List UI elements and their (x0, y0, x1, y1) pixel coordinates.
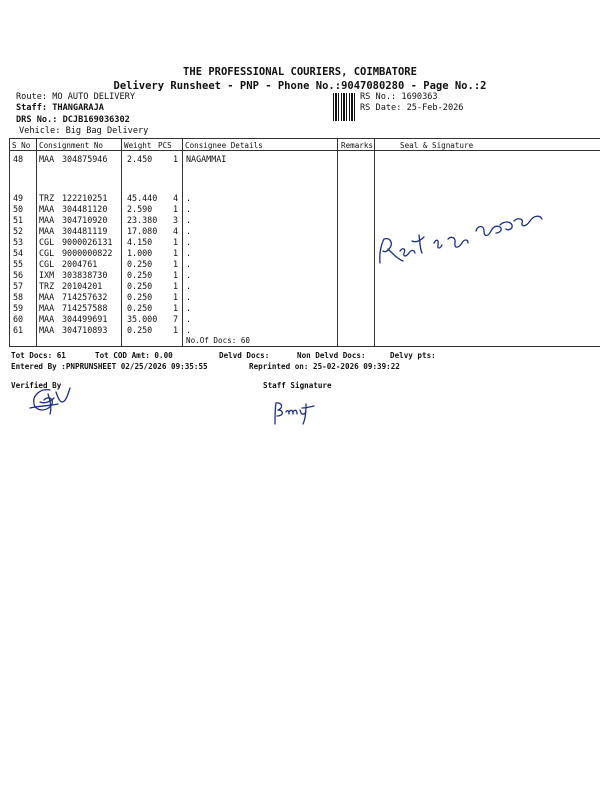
row-consignee: . (186, 303, 192, 313)
row-sno: 51 (13, 215, 24, 225)
row-prefix: CGL (39, 248, 55, 258)
row-consignment: 9000026131 (62, 237, 113, 247)
runsheet-title: Delivery Runsheet - PNP - Phone No.:9047080280 - Page No.:2 (113, 80, 487, 92)
col-divider (121, 138, 122, 346)
header-seal-signature: Seal & Signature (400, 141, 474, 150)
row-sno: 52 (13, 226, 24, 236)
row-consignee: . (186, 259, 192, 269)
row-prefix: CGL (39, 259, 55, 269)
row-pcs: 1 (173, 237, 179, 247)
row-consignment: 303838730 (62, 270, 108, 280)
vehicle-info: Vehicle: Big Bag Delivery (19, 126, 149, 136)
row-pcs: 1 (173, 154, 179, 164)
row-consignment: 20104201 (62, 281, 103, 291)
row-weight: 0.250 (127, 325, 153, 335)
row-sno: 58 (13, 292, 24, 302)
row-sno: 55 (13, 259, 24, 269)
entered-by: Entered By :PNPRUNSHEET 02/25/2026 09:35:55 (11, 362, 208, 371)
row-consignment: 714257588 (62, 303, 108, 313)
row-consignee: . (186, 281, 192, 291)
delivered-docs: Delvd Docs: (219, 351, 270, 360)
verifier-signature (26, 384, 76, 418)
table-bottom-border (9, 346, 600, 347)
staff-info: Staff: THANGARAJA (16, 103, 104, 113)
col-divider (182, 138, 183, 346)
row-sno: 49 (13, 193, 24, 203)
col-divider (374, 138, 375, 346)
row-pcs: 1 (173, 248, 179, 258)
row-pcs: 1 (173, 325, 179, 335)
row-weight: 0.250 (127, 292, 153, 302)
col-divider (9, 138, 10, 346)
row-prefix: MAA (39, 303, 55, 313)
table-top-border (9, 138, 600, 139)
col-divider (337, 138, 338, 346)
row-pcs: 1 (173, 259, 179, 269)
row-prefix: CGL (39, 237, 55, 247)
company-name: THE PROFESSIONAL COURIERS, COIMBATORE (183, 66, 417, 78)
row-sno: 56 (13, 270, 24, 280)
row-weight: 0.250 (127, 259, 153, 269)
row-prefix: MAA (39, 314, 55, 324)
tot-cod-amount: Tot COD Amt: 0.00 (95, 351, 173, 360)
row-pcs: 1 (173, 281, 179, 291)
row-prefix: MAA (39, 154, 55, 164)
row-weight: 1.000 (127, 248, 153, 258)
row-consignee: . (186, 292, 192, 302)
row-weight: 4.150 (127, 237, 153, 247)
row-weight: 0.250 (127, 281, 153, 291)
row-consignee: . (186, 314, 192, 324)
header-weight: Weight (124, 141, 152, 150)
route-info: Route: MO AUTO DELIVERY (16, 92, 135, 102)
row-sno: 59 (13, 303, 24, 313)
row-sno: 61 (13, 325, 24, 335)
row-consignee: . (186, 204, 192, 214)
header-remarks: Remarks (341, 141, 374, 150)
row-consignee: . (186, 193, 192, 203)
row-prefix: TRZ (39, 193, 55, 203)
non-delivered-docs: Non Delvd Docs: (297, 351, 366, 360)
header-sno: S No (12, 141, 31, 150)
row-weight: 2.450 (127, 154, 153, 164)
row-weight: 0.250 (127, 303, 153, 313)
verified-by-label: Verified By (11, 381, 62, 390)
row-pcs: 1 (173, 270, 179, 280)
row-prefix: MAA (39, 215, 55, 225)
row-prefix: TRZ (39, 281, 55, 291)
row-consignment: 9000000822 (62, 248, 113, 258)
row-sno: 50 (13, 204, 24, 214)
rs-date: RS Date: 25-Feb-2026 (360, 103, 464, 113)
reprinted-on: Reprinted on: 25-02-2026 09:39:22 (249, 362, 400, 371)
row-weight: 45.440 (127, 193, 158, 203)
no-of-docs: No.Of Docs: 60 (186, 336, 251, 345)
row-consignment: 304481119 (62, 226, 108, 236)
receiver-signature (376, 203, 562, 273)
row-weight: 2.590 (127, 204, 153, 214)
row-prefix: MAA (39, 292, 55, 302)
row-sno: 48 (13, 154, 24, 164)
row-consignment: 304710920 (62, 215, 108, 225)
row-consignee: . (186, 248, 192, 258)
row-pcs: 3 (173, 215, 179, 225)
row-consignee: . (186, 226, 192, 236)
row-weight: 17.080 (127, 226, 158, 236)
tot-docs: Tot Docs: 61 (11, 351, 66, 360)
row-consignment: 714257632 (62, 292, 108, 302)
col-divider (36, 138, 37, 346)
row-sno: 53 (13, 237, 24, 247)
delivery-points: Delvy pts: (390, 351, 436, 360)
row-prefix: IXM (39, 270, 55, 280)
row-consignment: 304481120 (62, 204, 108, 214)
staff-signature (272, 400, 316, 426)
row-consignee: . (186, 325, 192, 335)
header-consignee: Consignee Details (185, 141, 263, 150)
row-pcs: 1 (173, 303, 179, 313)
row-consignee: NAGAMMAI (186, 154, 227, 164)
row-sno: 57 (13, 281, 24, 291)
staff-signature-label: Staff Signature (263, 381, 332, 390)
row-pcs: 7 (173, 314, 179, 324)
row-pcs: 4 (173, 193, 179, 203)
row-weight: 0.250 (127, 270, 153, 280)
drs-number: DRS No.: DCJB169036302 (16, 115, 130, 125)
row-weight: 35.000 (127, 314, 158, 324)
row-consignment: 2004761 (62, 259, 98, 269)
header-consignment: Consignment No (39, 141, 104, 150)
row-consignment: 122210251 (62, 193, 108, 203)
table-header-border (9, 150, 600, 151)
rs-number: RS No.: 1690363 (360, 92, 438, 102)
row-pcs: 1 (173, 204, 179, 214)
row-consignee: . (186, 270, 192, 280)
barcode-image (333, 93, 357, 121)
row-consignment: 304710893 (62, 325, 108, 335)
row-consignment: 304499691 (62, 314, 108, 324)
row-prefix: MAA (39, 226, 55, 236)
row-sno: 54 (13, 248, 24, 258)
row-prefix: MAA (39, 204, 55, 214)
header-pcs: PCS (158, 141, 172, 150)
row-pcs: 1 (173, 292, 179, 302)
row-weight: 23.380 (127, 215, 158, 225)
row-consignment: 304875946 (62, 154, 108, 164)
row-pcs: 4 (173, 226, 179, 236)
row-consignee: . (186, 237, 192, 247)
row-sno: 60 (13, 314, 24, 324)
row-consignee: . (186, 215, 192, 225)
row-prefix: MAA (39, 325, 55, 335)
